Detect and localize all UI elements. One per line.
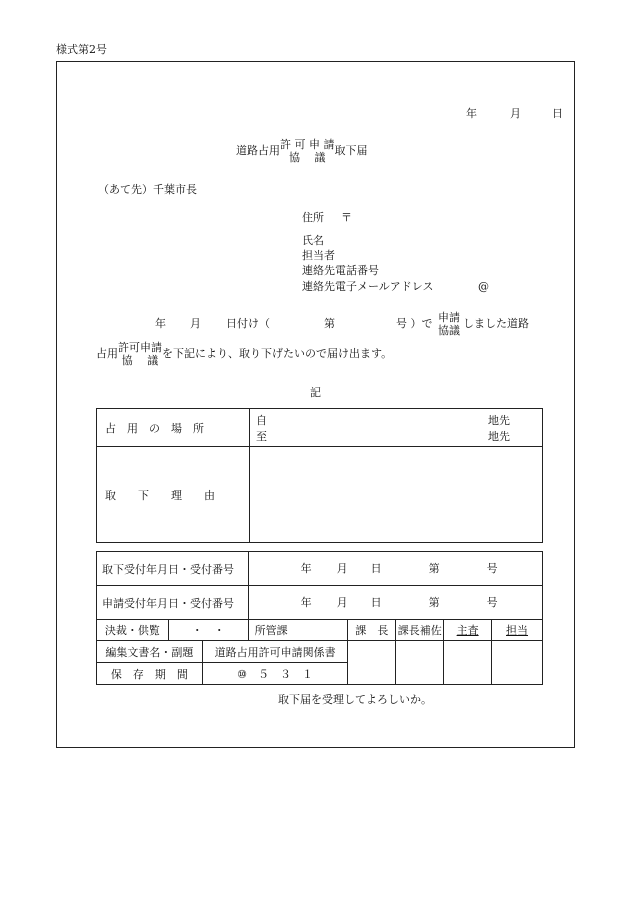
shusa-label: 主査 — [456, 624, 479, 637]
apply-label-cell — [97, 586, 249, 620]
name-label: 氏名 — [302, 234, 324, 247]
footer-note: 取下届を受理してよろしいか。 — [278, 693, 432, 706]
dots-cell[interactable] — [168, 620, 248, 641]
body-l2-prefix: 占用 — [96, 347, 118, 360]
withdraw-year: 年 — [300, 561, 312, 575]
shusa-cell — [444, 620, 492, 641]
date-dots: ・ ・ — [191, 624, 225, 637]
hozon-value-cell[interactable] — [202, 663, 348, 685]
date-line — [466, 108, 563, 119]
apply-label: 申請受付年月日・受付番号 — [102, 596, 234, 610]
apply-go: 号 — [486, 595, 498, 609]
kacho-hosa-cell — [396, 620, 444, 641]
address-label: 住所 — [302, 211, 324, 224]
reason-label: 取 下 理 由 — [105, 488, 215, 502]
hensyu-label: 編集文書名・副題 — [105, 645, 194, 659]
title-prefix: 道路占用 — [236, 144, 280, 157]
body-stack-1-bottom: 協議 — [438, 324, 460, 337]
to-label: 至 — [256, 430, 267, 443]
from-label: 自 — [256, 414, 267, 427]
tanto-seal-cell[interactable] — [492, 641, 543, 685]
body-l2-suffix: を下記により、取り下げたいので届け出ます。 — [162, 347, 393, 360]
body-year: 年 — [155, 317, 166, 330]
body-stack-1 — [438, 311, 460, 337]
form-number: 様式第2号 — [56, 43, 107, 56]
tanto-cell — [492, 620, 543, 641]
shusa-seal-cell[interactable] — [444, 641, 492, 685]
date-year: 年 — [466, 107, 477, 120]
body-l1-suffix: しました道路 — [463, 317, 529, 330]
apply-value-cell[interactable] — [248, 586, 542, 620]
location-reason-table — [96, 408, 543, 543]
bunsho-value: 道路占用許可申請関係書 — [214, 645, 336, 659]
date-day: 日 — [552, 107, 563, 120]
withdraw-day: 日 — [370, 561, 382, 575]
body-l2 — [96, 340, 392, 368]
withdraw-dai: 第 — [428, 561, 440, 575]
body-stack-2 — [118, 341, 162, 367]
email-label: 連絡先電子メールアドレス — [302, 280, 434, 293]
phone-label: 連絡先電話番号 — [302, 264, 379, 277]
body-stack-2-bottom: 協 議 — [121, 354, 159, 367]
apply-month: 月 — [336, 595, 348, 609]
body-dated: 日付け（ — [226, 317, 270, 330]
kacho-hosa-seal-cell[interactable] — [396, 641, 444, 685]
shokan-cell[interactable] — [248, 620, 348, 641]
withdraw-value-cell[interactable] — [248, 552, 542, 586]
withdraw-month: 月 — [336, 561, 348, 575]
body-dai: 第 — [324, 317, 335, 330]
at-mark: @ — [478, 280, 489, 293]
title-type-top: 許 可 申 請 — [280, 138, 335, 151]
ki-heading: 記 — [310, 386, 321, 399]
withdraw-label-cell — [97, 552, 249, 586]
location-value-cell[interactable] — [250, 409, 543, 447]
title-suffix: 取下届 — [334, 144, 368, 157]
withdraw-label: 取下受付年月日・受付番号 — [102, 562, 234, 576]
body-month: 月 — [190, 317, 201, 330]
hozon-cell — [97, 663, 203, 685]
reason-value-cell[interactable] — [250, 447, 543, 543]
kacho-seal-cell[interactable] — [348, 641, 396, 685]
kacho-label: 課 長 — [355, 624, 389, 637]
apply-year: 年 — [300, 595, 312, 609]
receipt-table — [96, 551, 543, 685]
kacho-cell — [348, 620, 396, 641]
hensyu-cell — [97, 641, 203, 663]
kessai-label: 決裁・供覧 — [104, 624, 160, 637]
body-stack-2-top: 許可申請 — [118, 341, 162, 354]
address-row — [302, 212, 352, 223]
kacho-hosa-label: 課長補佐 — [397, 624, 442, 637]
withdraw-go: 号 — [486, 561, 498, 575]
reason-label-cell — [97, 447, 250, 543]
title-type-bottom: 協 議 — [289, 151, 326, 164]
tanto-label: 担当 — [506, 624, 529, 637]
location-label-cell — [97, 409, 250, 447]
kessai-cell — [97, 620, 169, 641]
date-month: 月 — [510, 107, 521, 120]
title-type-stack — [280, 138, 335, 164]
document-title — [236, 137, 368, 165]
postal-mark: 〒 — [341, 211, 352, 224]
body-stack-1-top: 申請 — [438, 311, 460, 324]
body-go: 号 ）で — [396, 317, 433, 330]
apply-day: 日 — [370, 595, 382, 609]
bunsho-cell[interactable] — [202, 641, 348, 663]
shokan-label: 所管課 — [254, 624, 288, 637]
contact-person-label: 担当者 — [302, 249, 335, 262]
hozon-value: ⑩ ５ ３ １ — [237, 667, 314, 681]
addressee: （あて先）千葉市長 — [98, 183, 197, 196]
apply-dai: 第 — [428, 595, 440, 609]
chisaki-1: 地先 — [488, 414, 510, 427]
location-label: 占 用 の 場 所 — [105, 421, 204, 435]
hozon-label: 保 存 期 間 — [110, 667, 188, 681]
chisaki-2: 地先 — [488, 430, 510, 443]
